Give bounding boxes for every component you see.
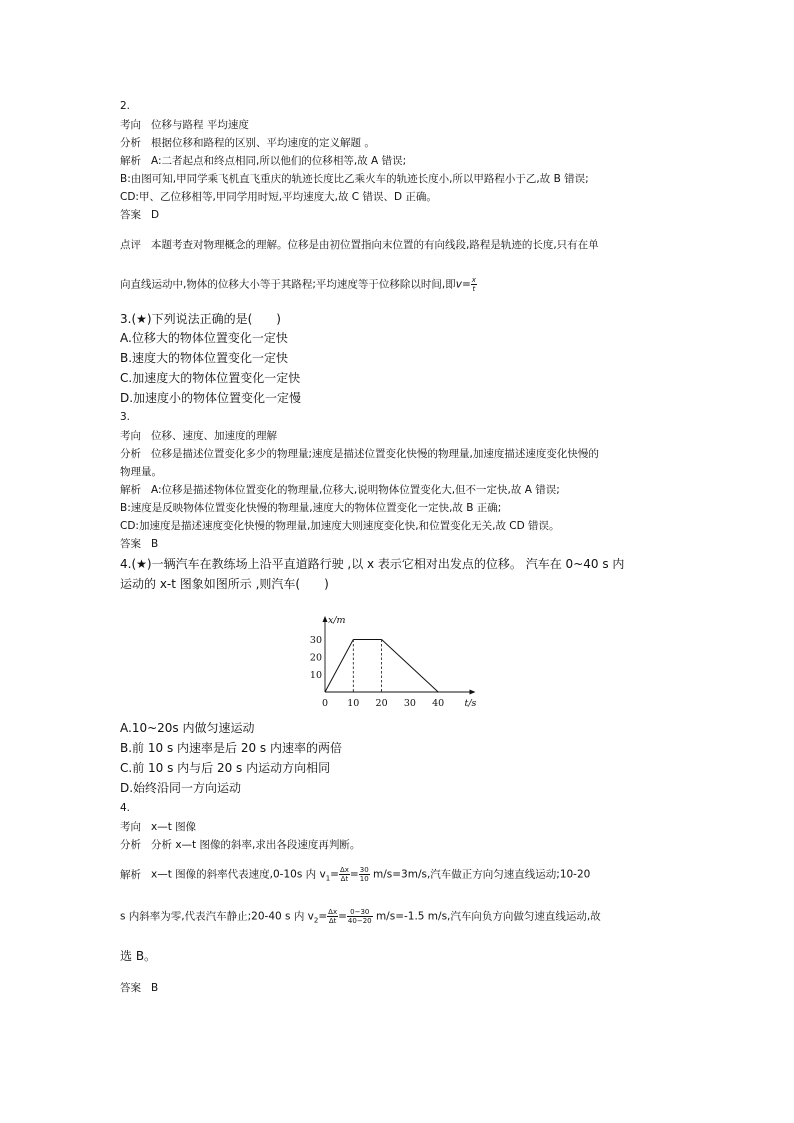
y-tick-label: 20: [309, 652, 322, 664]
jiexi-eq-4: =: [338, 910, 347, 923]
q2-dianping: [120, 240, 599, 251]
y-tick-label: 30: [309, 635, 322, 646]
jiexi-eq-2: =: [349, 868, 359, 881]
q4-answer: [120, 983, 158, 994]
q2-answer: [120, 210, 159, 221]
daan-value: B: [151, 538, 159, 550]
fraction-dx2-dt2: [327, 908, 338, 925]
jiexi-text-1d: m/s=3m/s,汽车做正方向匀速直线运动;10-20: [373, 868, 591, 881]
jiexi-text-2d: m/s=-1.5 m/s,汽车向负方向做匀速直线运动,故: [375, 910, 601, 923]
chart-series: [325, 640, 438, 693]
q2-dianping-2: [120, 276, 477, 293]
fenxi-text-1: 位移是描述位置变化多少的物理量;速度是描述位置变化快慢的物理量,加速度描述速度变化快慢的: [151, 448, 599, 460]
x-tick-label: 20: [375, 698, 388, 709]
q2-jiexi: [120, 156, 406, 167]
frac-num: 30: [359, 866, 369, 874]
q4-jiexi-line-2: [120, 908, 601, 925]
q3-stem: 3.(★)下列说法正确的是( ): [120, 312, 281, 326]
chart-x-axis-label: t/s: [464, 698, 477, 709]
v2-subscript: 2: [313, 916, 319, 925]
kaoxiang-label: 考向: [120, 119, 141, 131]
frac-den: 40−20: [347, 917, 372, 925]
jiexi-text-2a: s 内斜率为零,代表汽车静止;20-40 s 内 v: [120, 910, 314, 923]
x-tick-label: 30: [403, 698, 416, 709]
x-axis-arrow: [470, 690, 476, 695]
frac-num: 0−30: [347, 908, 373, 917]
dianping-text-1: 本题考查对物理概念的理解。位移是由初位置指向末位置的有向线段,路程是轨迹的长度,只有在单: [151, 239, 599, 251]
fenxi-label: 分析: [120, 137, 141, 149]
fenxi-text: 分析 x—t 图像的斜率,求出各段速度再判断。: [151, 839, 361, 851]
formula-num: x: [471, 276, 476, 284]
q3-number: 3.: [120, 411, 131, 423]
q4-stem-1: 4.(★)一辆汽车在教练场上沿平直道路行驶 ,以 x 表示它相对出发点的位移。 汽车在 0~40 s 内: [120, 557, 625, 571]
q2-fenxi: [120, 138, 375, 149]
jiexi-label: 解析: [120, 155, 141, 167]
jiexi-eq-1: =: [330, 868, 339, 881]
fraction-dx1-dt1: [339, 866, 350, 883]
q4-option-c: C.前 10 s 内与后 20 s 内运动方向相同: [120, 761, 331, 775]
q4-fenxi: [120, 840, 360, 851]
q3-fenxi: [120, 449, 599, 460]
formula-den: t: [472, 285, 476, 293]
q2-kaoxiang: [120, 120, 249, 131]
kaoxiang-text: x—t 图像: [151, 821, 197, 833]
q3-kaoxiang: [120, 431, 277, 442]
daan-value: B: [151, 982, 159, 994]
x-tick-label: 40: [432, 698, 445, 709]
q3-jiexi-b: B:速度是反映物体位置变化快慢的物理量,速度大的物体位置变化一定快,故 B 正确;: [120, 502, 502, 514]
fenxi-label: 分析: [120, 448, 141, 460]
frac-den: 10: [359, 875, 369, 883]
q4-option-b: B.前 10 s 内速率是后 20 s 内速率的两倍: [120, 741, 342, 755]
q3-option-c: C.加速度大的物体位置变化一定快: [120, 371, 301, 385]
q4-option-a: A.10~20s 内做匀速运动: [120, 721, 255, 735]
chart-y-axis-label: x/m: [328, 615, 346, 626]
daan-label: 答案: [120, 538, 141, 550]
q3-answer: [120, 539, 158, 550]
chart-guides: [353, 640, 381, 693]
q4-kaoxiang: [120, 822, 196, 833]
q3-option-d: D.加速度小的物体位置变化一定慢: [120, 391, 302, 405]
fraction-0-30-over-40-20: [347, 908, 373, 925]
fraction-30-10: [359, 866, 370, 883]
frac-den: Δt: [328, 917, 337, 925]
y-tick-label: 10: [309, 670, 322, 681]
xt-chart: [300, 612, 500, 712]
formula-v: v: [455, 278, 462, 291]
dianping-label: 点评: [120, 239, 141, 251]
kaoxiang-text: 位移与路程 平均速度: [151, 119, 249, 131]
jiexi-eq-3: =: [318, 910, 328, 923]
jiexi-label: 解析: [120, 868, 141, 881]
kaoxiang-label: 考向: [120, 430, 141, 442]
frac-den: Δt: [340, 875, 349, 883]
jiexi-text-a: A:二者起点和终点相同,所以他们的位移相等,故 A 错误;: [151, 155, 407, 167]
daan-label: 答案: [120, 209, 141, 221]
frac-num: Δx: [339, 866, 349, 874]
q4-number: 4.: [120, 802, 131, 814]
formula-fraction: [471, 276, 477, 293]
v1-subscript: 1: [325, 874, 331, 883]
q3-jiexi: [120, 485, 560, 496]
q3-option-a: A.位移大的物体位置变化一定快: [120, 331, 288, 345]
q2-jiexi-cd: CD:甲、乙位移相等,甲同学用时短,平均速度大,故 C 错误、D 正确。: [120, 191, 437, 203]
chart-ticks: [310, 635, 444, 709]
fenxi-label: 分析: [120, 839, 141, 851]
q3-jiexi-cd: CD:加速度是描述速度变化快慢的物理量,加速度大则速度变化快,和位置变化无关,故 CD 错误。: [120, 520, 560, 532]
jiexi-text-1a: x—t 图像的斜率代表速度,0-10s 内 v: [151, 868, 326, 881]
frac-num: Δx: [328, 908, 338, 916]
x-tick-label: 0: [321, 698, 329, 709]
kaoxiang-label: 考向: [120, 821, 141, 833]
x-tick-label: 10: [347, 698, 360, 709]
series-segment: [325, 640, 353, 693]
q3-fenxi-2: 物理量。: [120, 466, 162, 478]
q4-option-d: D.始终沿同一方向运动: [120, 781, 242, 795]
q4-stem-2: 运动的 x-t 图象如图所示 ,则汽车( ): [120, 577, 329, 591]
series-segment: [382, 640, 439, 693]
fenxi-text: 根据位移和路程的区别、平均速度的定义解题 。: [151, 137, 375, 149]
q2-jiexi-b: B:由图可知,甲同学乘飞机直飞重庆的轨迹长度比乙乘火车的轨迹长度小,所以甲路程小于乙,故 B 错误;: [120, 173, 589, 185]
daan-value: D: [151, 209, 160, 221]
dianping-text-2: 向直线运动中,物体的位移大小等于其路程;平均速度等于位移除以时间,即: [120, 278, 456, 291]
y-axis-arrow: [323, 616, 328, 622]
jiexi-label: 解析: [120, 484, 141, 496]
formula-eq: =: [461, 278, 471, 291]
q4-jiexi-line-1: [120, 866, 590, 883]
q4-jiexi-line-3: 选 B。: [120, 949, 157, 963]
kaoxiang-text: 位移、速度、加速度的理解: [151, 430, 277, 442]
daan-label: 答案: [120, 982, 141, 994]
jiexi-text-a: A:位移是描述物体位置变化的物理量,位移大,说明物体位置变化大,但不一定快,故 A 错误;: [151, 484, 560, 496]
q3-option-b: B.速度大的物体位置变化一定快: [120, 351, 289, 365]
q2-number: 2.: [120, 100, 131, 112]
